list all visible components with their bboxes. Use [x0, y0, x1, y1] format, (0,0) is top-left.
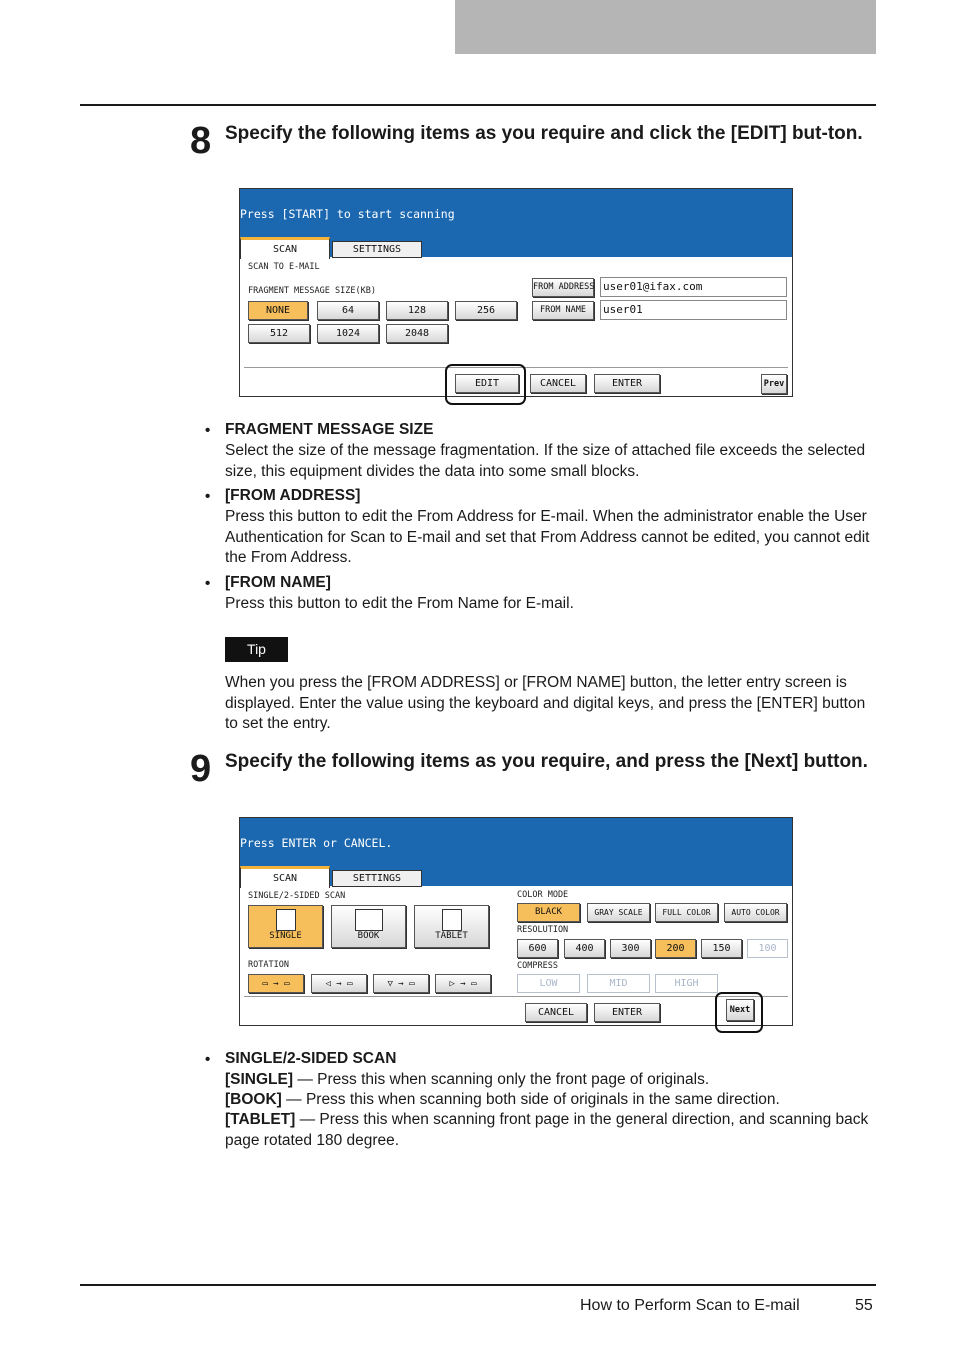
resolution-200-button[interactable]: 200	[655, 939, 696, 958]
scan-settings-screen	[239, 817, 793, 1026]
fragment-2048-button[interactable]: 2048	[386, 324, 448, 343]
bullet-icon: •	[205, 422, 211, 439]
tab-scan[interactable]: SCAN	[240, 237, 330, 259]
resolution-300-button[interactable]: 300	[610, 939, 651, 958]
header-bar	[455, 0, 876, 54]
term-tablet: [TABLET]	[225, 1111, 296, 1128]
next-button[interactable]: Next	[726, 999, 754, 1021]
rotate-right-icon: ▷ → ▭	[449, 979, 477, 989]
from-address-button[interactable]: FROM ADDRESS	[532, 278, 594, 297]
rotation-label: ROTATION	[248, 960, 289, 970]
footer-rule	[80, 1284, 876, 1286]
sided-scan-item-single	[225, 1070, 875, 1091]
bullet-text-from-name: Press this button to edit the From Name for E-mail.	[225, 595, 574, 612]
tablet-label: TABLET	[435, 931, 468, 941]
panel-message: Press ENTER or CANCEL.	[240, 836, 393, 850]
compress-low-button[interactable]: LOW	[517, 974, 580, 993]
prev-button[interactable]: Prev	[761, 374, 787, 394]
fragment-none-button[interactable]: NONE	[248, 301, 308, 320]
bullet-icon: •	[205, 1051, 211, 1068]
edit-highlight	[445, 364, 526, 405]
tab-scan[interactable]: SCAN	[240, 866, 330, 888]
rotation-90-button[interactable]	[311, 974, 367, 993]
tab-settings[interactable]: SETTINGS	[332, 870, 422, 887]
tablet-description: — Press this when scanning front page in the general direction, and scanning back page rotated 180 degree.	[225, 1111, 869, 1149]
step-number-9: 9	[190, 748, 212, 790]
color-mode-label: COLOR MODE	[517, 890, 569, 900]
resolution-100-button[interactable]: 100	[747, 939, 788, 958]
single-description: — Press this when scanning only the front page of originals.	[293, 1071, 710, 1088]
rotation-180-button[interactable]	[373, 974, 429, 993]
cancel-button[interactable]: CANCEL	[525, 1003, 587, 1022]
sided-scan-label: SINGLE/2-SIDED SCAN	[248, 891, 346, 901]
tablet-button[interactable]	[414, 905, 489, 948]
single-button[interactable]	[248, 905, 323, 948]
bullet-title-from-name: [FROM NAME]	[225, 574, 331, 591]
bullet-title-fragment: FRAGMENT MESSAGE SIZE	[225, 421, 434, 438]
resolution-400-button[interactable]: 400	[564, 939, 605, 958]
tip-label: Tip	[225, 637, 288, 662]
book-icon	[355, 909, 383, 931]
section-label: SCAN TO E-MAIL	[248, 262, 320, 272]
from-name-field[interactable]: user01	[600, 300, 787, 320]
rotate-180-icon: ▽ → ▭	[387, 979, 415, 989]
color-fullcolor-button[interactable]: FULL COLOR	[655, 903, 718, 922]
sided-scan-item-book	[225, 1090, 875, 1111]
fragment-256-button[interactable]: 256	[455, 301, 517, 320]
from-name-button[interactable]: FROM NAME	[532, 301, 594, 320]
enter-button[interactable]: ENTER	[594, 1003, 660, 1022]
compress-high-button[interactable]: HIGH	[655, 974, 718, 993]
footer-title: How to Perform Scan to E-mail	[580, 1297, 800, 1314]
rotation-0-button[interactable]	[248, 974, 304, 993]
fragment-128-button[interactable]: 128	[386, 301, 448, 320]
sided-scan-item-tablet	[225, 1110, 875, 1151]
color-grayscale-button[interactable]: GRAY SCALE	[587, 903, 650, 922]
term-single: [SINGLE]	[225, 1071, 294, 1088]
fragment-1024-button[interactable]: 1024	[317, 324, 379, 343]
tablet-icon	[442, 909, 462, 931]
page-number: 55	[855, 1297, 873, 1314]
step-9-title: Specify the following items as you require, and press the [Next] button.	[225, 751, 868, 772]
next-highlight	[715, 992, 763, 1033]
resolution-150-button[interactable]: 150	[701, 939, 742, 958]
bullet-text-from-address: Press this button to edit the From Address for E-mail. When the administrator enable the User Authentication for Scan to E-mail and set that From Address cannot be edited, you cannot edit the From Address.	[225, 508, 870, 566]
enter-button[interactable]: ENTER	[594, 374, 660, 393]
top-rule	[80, 104, 876, 106]
tip-text: When you press the [FROM ADDRESS] or [FROM NAME] button, the letter entry screen is displayed. Enter the value using the keyboard and digital keys, and press the [ENTER] button to set the entry.	[225, 674, 866, 732]
single-label: SINGLE	[269, 931, 302, 941]
compress-mid-button[interactable]: MID	[587, 974, 650, 993]
book-button[interactable]	[331, 905, 406, 948]
single-page-icon	[276, 909, 296, 931]
fragment-512-button[interactable]: 512	[248, 324, 310, 343]
fragment-64-button[interactable]: 64	[317, 301, 379, 320]
term-book: [BOOK]	[225, 1091, 282, 1108]
rotation-270-button[interactable]	[435, 974, 491, 993]
book-label: BOOK	[357, 931, 380, 941]
step-8-title: Specify the following items as you require and click the [EDIT] but-ton.	[225, 123, 863, 144]
bullet-icon: •	[205, 575, 211, 592]
tab-settings[interactable]: SETTINGS	[332, 241, 422, 258]
bullet-title-sided-scan: SINGLE/2-SIDED SCAN	[225, 1050, 397, 1067]
rotate-0-icon: ▭ → ▭	[262, 979, 290, 989]
bullet-text-fragment: Select the size of the message fragmentation. If the size of attached file exceeds the selected size, this equipment divides the data into some small blocks.	[225, 442, 866, 480]
resolution-600-button[interactable]: 600	[517, 939, 558, 958]
color-autocolor-button[interactable]: AUTO COLOR	[724, 903, 787, 922]
color-black-button[interactable]: BLACK	[517, 903, 580, 922]
resolution-label: RESOLUTION	[517, 925, 569, 935]
step-number-8: 8	[190, 120, 212, 162]
panel-message: Press [START] to start scanning	[240, 207, 455, 221]
fragment-size-label: FRAGMENT MESSAGE SIZE(KB)	[248, 286, 376, 296]
from-address-field[interactable]: user01@ifax.com	[600, 277, 787, 297]
bullet-title-from-address: [FROM ADDRESS]	[225, 487, 361, 504]
cancel-button[interactable]: CANCEL	[530, 374, 586, 393]
edit-button[interactable]: EDIT	[455, 374, 519, 393]
rotate-left-icon: ◁ → ▭	[325, 979, 353, 989]
compress-label: COMPRESS	[517, 961, 558, 971]
book-description: — Press this when scanning both side of originals in the same direction.	[281, 1091, 780, 1108]
panel-divider	[244, 996, 788, 997]
bullet-icon: •	[205, 488, 211, 505]
